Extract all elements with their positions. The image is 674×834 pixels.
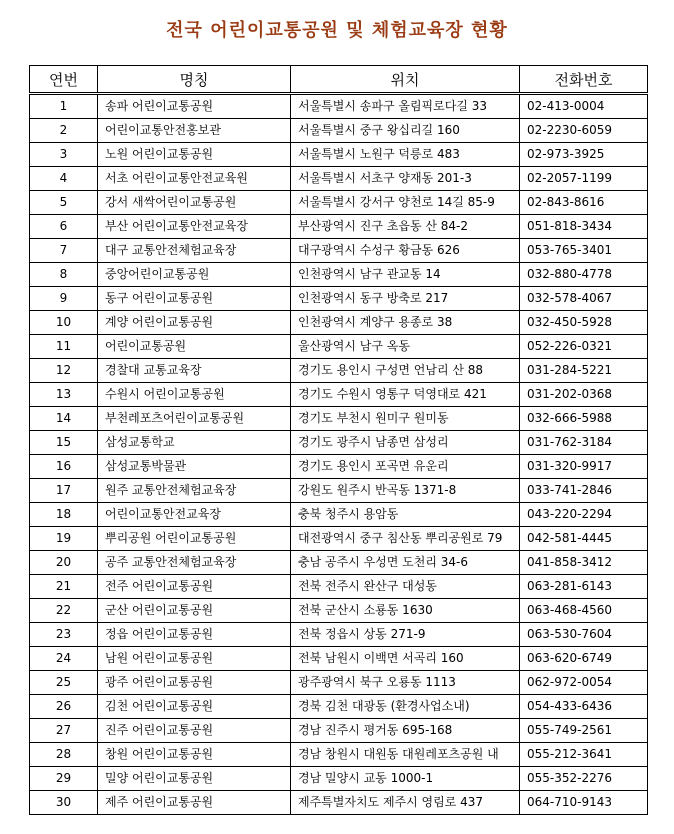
row-number: 10 — [30, 311, 98, 335]
table-row — [30, 575, 648, 599]
facility-location: 인천광역시 계양구 용종로 38 — [291, 311, 520, 335]
facility-location: 울산광역시 남구 옥동 — [291, 335, 520, 359]
facility-name: 김천 어린이교통공원 — [98, 695, 291, 719]
facility-location: 경기도 광주시 남종면 삼성리 — [291, 431, 520, 455]
facility-name: 군산 어린이교통공원 — [98, 599, 291, 623]
facility-name: 어린이교통안전홍보관 — [98, 119, 291, 143]
phone-number: 051-818-3434 — [520, 215, 648, 239]
facility-table — [29, 65, 648, 815]
table-row — [30, 143, 648, 167]
phone-number: 054-433-6436 — [520, 695, 648, 719]
table-row — [30, 695, 648, 719]
phone-number: 02-2230-6059 — [520, 119, 648, 143]
facility-name: 삼성교통학교 — [98, 431, 291, 455]
facility-location: 전북 정읍시 상동 271-9 — [291, 623, 520, 647]
phone-number: 042-581-4445 — [520, 527, 648, 551]
facility-name: 송파 어린이교통공원 — [98, 94, 291, 119]
row-number: 5 — [30, 191, 98, 215]
phone-number: 033-741-2846 — [520, 479, 648, 503]
facility-name: 대구 교통안전체험교육장 — [98, 239, 291, 263]
row-number: 20 — [30, 551, 98, 575]
row-number: 30 — [30, 791, 98, 815]
header-phone: 전화번호 — [520, 66, 648, 94]
table-row — [30, 647, 648, 671]
phone-number: 02-843-8616 — [520, 191, 648, 215]
phone-number: 055-212-3641 — [520, 743, 648, 767]
phone-number: 063-620-6749 — [520, 647, 648, 671]
facility-location: 강원도 원주시 반곡동 1371-8 — [291, 479, 520, 503]
table-row — [30, 383, 648, 407]
facility-location: 전북 전주시 완산구 대성동 — [291, 575, 520, 599]
facility-location: 부산광역시 진구 초읍동 산 84-2 — [291, 215, 520, 239]
table-row — [30, 167, 648, 191]
header-number: 연번 — [30, 66, 98, 94]
table-row — [30, 335, 648, 359]
table-body — [30, 94, 648, 815]
phone-number: 062-972-0054 — [520, 671, 648, 695]
facility-name: 강서 새싹어린이교통공원 — [98, 191, 291, 215]
row-number: 28 — [30, 743, 98, 767]
phone-number: 052-226-0321 — [520, 335, 648, 359]
phone-number: 041-858-3412 — [520, 551, 648, 575]
facility-location: 전북 군산시 소룡동 1630 — [291, 599, 520, 623]
row-number: 23 — [30, 623, 98, 647]
row-number: 1 — [30, 94, 98, 119]
table-row — [30, 119, 648, 143]
facility-name: 원주 교통안전체험교육장 — [98, 479, 291, 503]
row-number: 16 — [30, 455, 98, 479]
table-row — [30, 479, 648, 503]
facility-location: 인천광역시 남구 관교동 14 — [291, 263, 520, 287]
facility-name: 계양 어린이교통공원 — [98, 311, 291, 335]
facility-location: 인천광역시 동구 방축로 217 — [291, 287, 520, 311]
facility-name: 광주 어린이교통공원 — [98, 671, 291, 695]
facility-location: 경남 창원시 대원동 대원레포츠공원 내 — [291, 743, 520, 767]
table-row — [30, 191, 648, 215]
row-number: 12 — [30, 359, 98, 383]
facility-name: 수원시 어린이교통공원 — [98, 383, 291, 407]
row-number: 25 — [30, 671, 98, 695]
page-title: 전국 어린이교통공원 및 체험교육장 현황 — [166, 20, 508, 41]
facility-location: 광주광역시 북구 오룡동 1113 — [291, 671, 520, 695]
facility-name: 부산 어린이교통안전교육장 — [98, 215, 291, 239]
facility-location: 경기도 수원시 영통구 덕영대로 421 — [291, 383, 520, 407]
facility-location: 서울특별시 노원구 덕릉로 483 — [291, 143, 520, 167]
row-number: 2 — [30, 119, 98, 143]
row-number: 29 — [30, 767, 98, 791]
phone-number: 032-450-5928 — [520, 311, 648, 335]
facility-name: 노원 어린이교통공원 — [98, 143, 291, 167]
table-row — [30, 455, 648, 479]
row-number: 7 — [30, 239, 98, 263]
phone-number: 032-880-4778 — [520, 263, 648, 287]
row-number: 18 — [30, 503, 98, 527]
facility-location: 서울특별시 강서구 양천로 14길 85-9 — [291, 191, 520, 215]
facility-location: 경남 밀양시 교동 1000-1 — [291, 767, 520, 791]
table-row — [30, 311, 648, 335]
phone-number: 043-220-2294 — [520, 503, 648, 527]
table-row — [30, 623, 648, 647]
facility-location: 경북 김천 대광동 (환경사업소내) — [291, 695, 520, 719]
facility-name: 동구 어린이교통공원 — [98, 287, 291, 311]
phone-number: 02-973-3925 — [520, 143, 648, 167]
row-number: 4 — [30, 167, 98, 191]
facility-name: 정읍 어린이교통공원 — [98, 623, 291, 647]
table-row — [30, 599, 648, 623]
facility-name: 경찰대 교통교육장 — [98, 359, 291, 383]
facility-name: 부천레포츠어린이교통공원 — [98, 407, 291, 431]
phone-number: 02-413-0004 — [520, 94, 648, 119]
phone-number: 063-530-7604 — [520, 623, 648, 647]
phone-number: 053-765-3401 — [520, 239, 648, 263]
phone-number: 031-762-3184 — [520, 431, 648, 455]
row-number: 3 — [30, 143, 98, 167]
facility-location: 대전광역시 중구 침산동 뿌리공원로 79 — [291, 527, 520, 551]
phone-number: 055-749-2561 — [520, 719, 648, 743]
table-row — [30, 527, 648, 551]
phone-number: 064-710-9143 — [520, 791, 648, 815]
table-row — [30, 767, 648, 791]
facility-name: 밀양 어린이교통공원 — [98, 767, 291, 791]
facility-location: 충북 청주시 용암동 — [291, 503, 520, 527]
phone-number: 032-578-4067 — [520, 287, 648, 311]
row-number: 11 — [30, 335, 98, 359]
facility-location: 경기도 용인시 구성면 언남리 산 88 — [291, 359, 520, 383]
row-number: 14 — [30, 407, 98, 431]
facility-name: 창원 어린이교통공원 — [98, 743, 291, 767]
phone-number: 055-352-2276 — [520, 767, 648, 791]
facility-name: 남원 어린이교통공원 — [98, 647, 291, 671]
table-row — [30, 215, 648, 239]
row-number: 26 — [30, 695, 98, 719]
facility-location: 서울특별시 중구 왕십리길 160 — [291, 119, 520, 143]
facility-name: 서초 어린이교통안전교육원 — [98, 167, 291, 191]
row-number: 17 — [30, 479, 98, 503]
row-number: 22 — [30, 599, 98, 623]
row-number: 15 — [30, 431, 98, 455]
table-row — [30, 719, 648, 743]
row-number: 21 — [30, 575, 98, 599]
facility-name: 진주 어린이교통공원 — [98, 719, 291, 743]
table-row — [30, 743, 648, 767]
phone-number: 02-2057-1199 — [520, 167, 648, 191]
row-number: 9 — [30, 287, 98, 311]
table-header-row — [30, 66, 648, 94]
table-row — [30, 263, 648, 287]
facility-location: 서울특별시 송파구 올림픽로다길 33 — [291, 94, 520, 119]
table-row — [30, 287, 648, 311]
facility-name: 전주 어린이교통공원 — [98, 575, 291, 599]
row-number: 13 — [30, 383, 98, 407]
facility-name: 어린이교통공원 — [98, 335, 291, 359]
phone-number: 031-284-5221 — [520, 359, 648, 383]
facility-location: 제주특별자치도 제주시 영림로 437 — [291, 791, 520, 815]
facility-location: 전북 남원시 이백면 서곡리 160 — [291, 647, 520, 671]
facility-name: 삼성교통박물관 — [98, 455, 291, 479]
facility-name: 공주 교통안전체험교육장 — [98, 551, 291, 575]
row-number: 6 — [30, 215, 98, 239]
facility-name: 제주 어린이교통공원 — [98, 791, 291, 815]
header-name: 명칭 — [98, 66, 291, 94]
table-row — [30, 94, 648, 119]
facility-location: 경기도 부천시 원미구 원미동 — [291, 407, 520, 431]
row-number: 27 — [30, 719, 98, 743]
facility-name: 뿌리공원 어린이교통공원 — [98, 527, 291, 551]
phone-number: 063-468-4560 — [520, 599, 648, 623]
table-row — [30, 671, 648, 695]
facility-name: 중앙어린이교통공원 — [98, 263, 291, 287]
facility-location: 경남 진주시 평거동 695-168 — [291, 719, 520, 743]
table-row — [30, 359, 648, 383]
phone-number: 031-320-9917 — [520, 455, 648, 479]
row-number: 24 — [30, 647, 98, 671]
phone-number: 031-202-0368 — [520, 383, 648, 407]
phone-number: 063-281-6143 — [520, 575, 648, 599]
facility-name: 어린이교통안전교육장 — [98, 503, 291, 527]
phone-number: 032-666-5988 — [520, 407, 648, 431]
row-number: 19 — [30, 527, 98, 551]
row-number: 8 — [30, 263, 98, 287]
facility-location: 서울특별시 서초구 양재동 201-3 — [291, 167, 520, 191]
table-row — [30, 551, 648, 575]
table-row — [30, 239, 648, 263]
facility-location: 충남 공주시 우성면 도천리 34-6 — [291, 551, 520, 575]
table-row — [30, 407, 648, 431]
table-row — [30, 791, 648, 815]
facility-location: 대구광역시 수성구 황금동 626 — [291, 239, 520, 263]
table-row — [30, 431, 648, 455]
facility-location: 경기도 용인시 포곡면 유운리 — [291, 455, 520, 479]
table-row — [30, 503, 648, 527]
header-location: 위치 — [291, 66, 520, 94]
